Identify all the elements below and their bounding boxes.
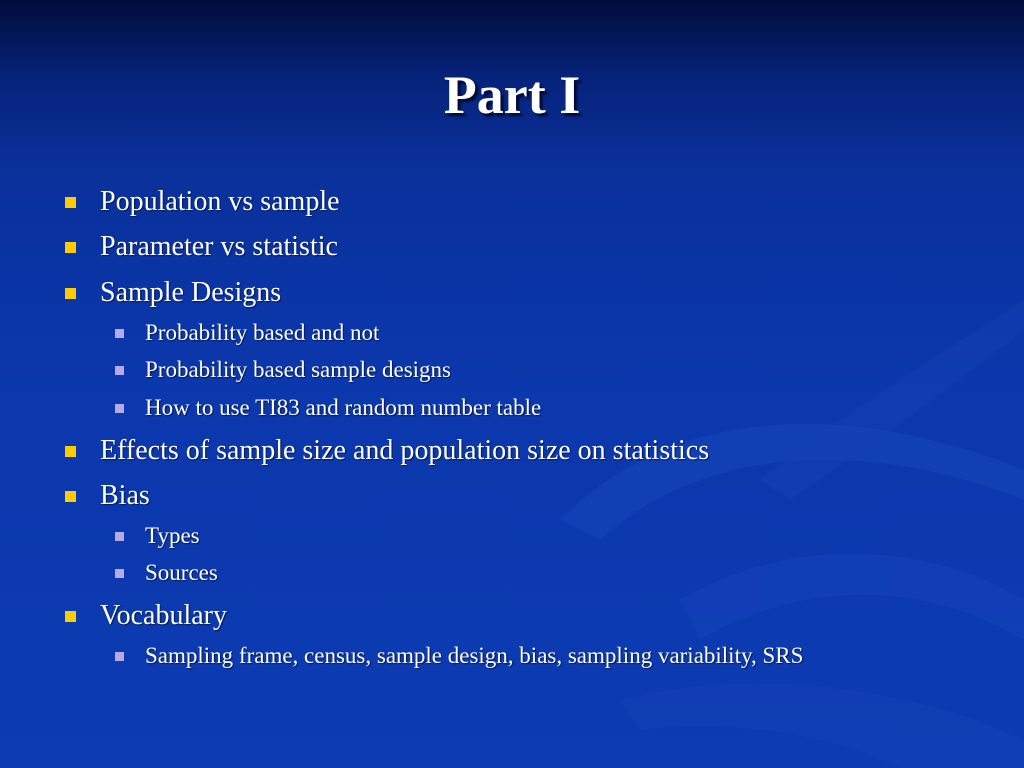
square-bullet-icon bbox=[115, 569, 124, 578]
square-bullet-icon bbox=[115, 366, 124, 375]
square-bullet-icon bbox=[65, 491, 76, 502]
square-bullet-icon bbox=[115, 652, 124, 661]
square-bullet-icon bbox=[65, 288, 76, 299]
list-item: Probability based sample designs bbox=[145, 357, 451, 382]
square-bullet-icon bbox=[115, 329, 124, 338]
list-item: Population vs sample bbox=[100, 186, 340, 217]
square-bullet-icon bbox=[65, 242, 76, 253]
list-item: Types bbox=[145, 523, 200, 548]
list-item: Parameter vs statistic bbox=[100, 231, 338, 262]
square-bullet-icon bbox=[115, 532, 124, 541]
slide-title: Part I bbox=[443, 65, 581, 125]
square-bullet-icon bbox=[65, 446, 76, 457]
list-item: Sources bbox=[145, 560, 218, 585]
square-bullet-icon bbox=[115, 404, 124, 413]
list-item: How to use TI83 and random number table bbox=[145, 395, 542, 420]
list-item: Probability based and not bbox=[145, 320, 380, 345]
square-bullet-icon bbox=[65, 197, 76, 208]
list-item: Sample Designs bbox=[100, 277, 282, 308]
list-item: Effects of sample size and population size on statistics bbox=[100, 435, 710, 466]
list-item: Sampling frame, census, sample design, bias, sampling variability, SRS bbox=[145, 643, 804, 668]
square-bullet-icon bbox=[65, 611, 76, 622]
list-item: Vocabulary bbox=[100, 600, 227, 631]
list-item: Bias bbox=[100, 480, 150, 511]
